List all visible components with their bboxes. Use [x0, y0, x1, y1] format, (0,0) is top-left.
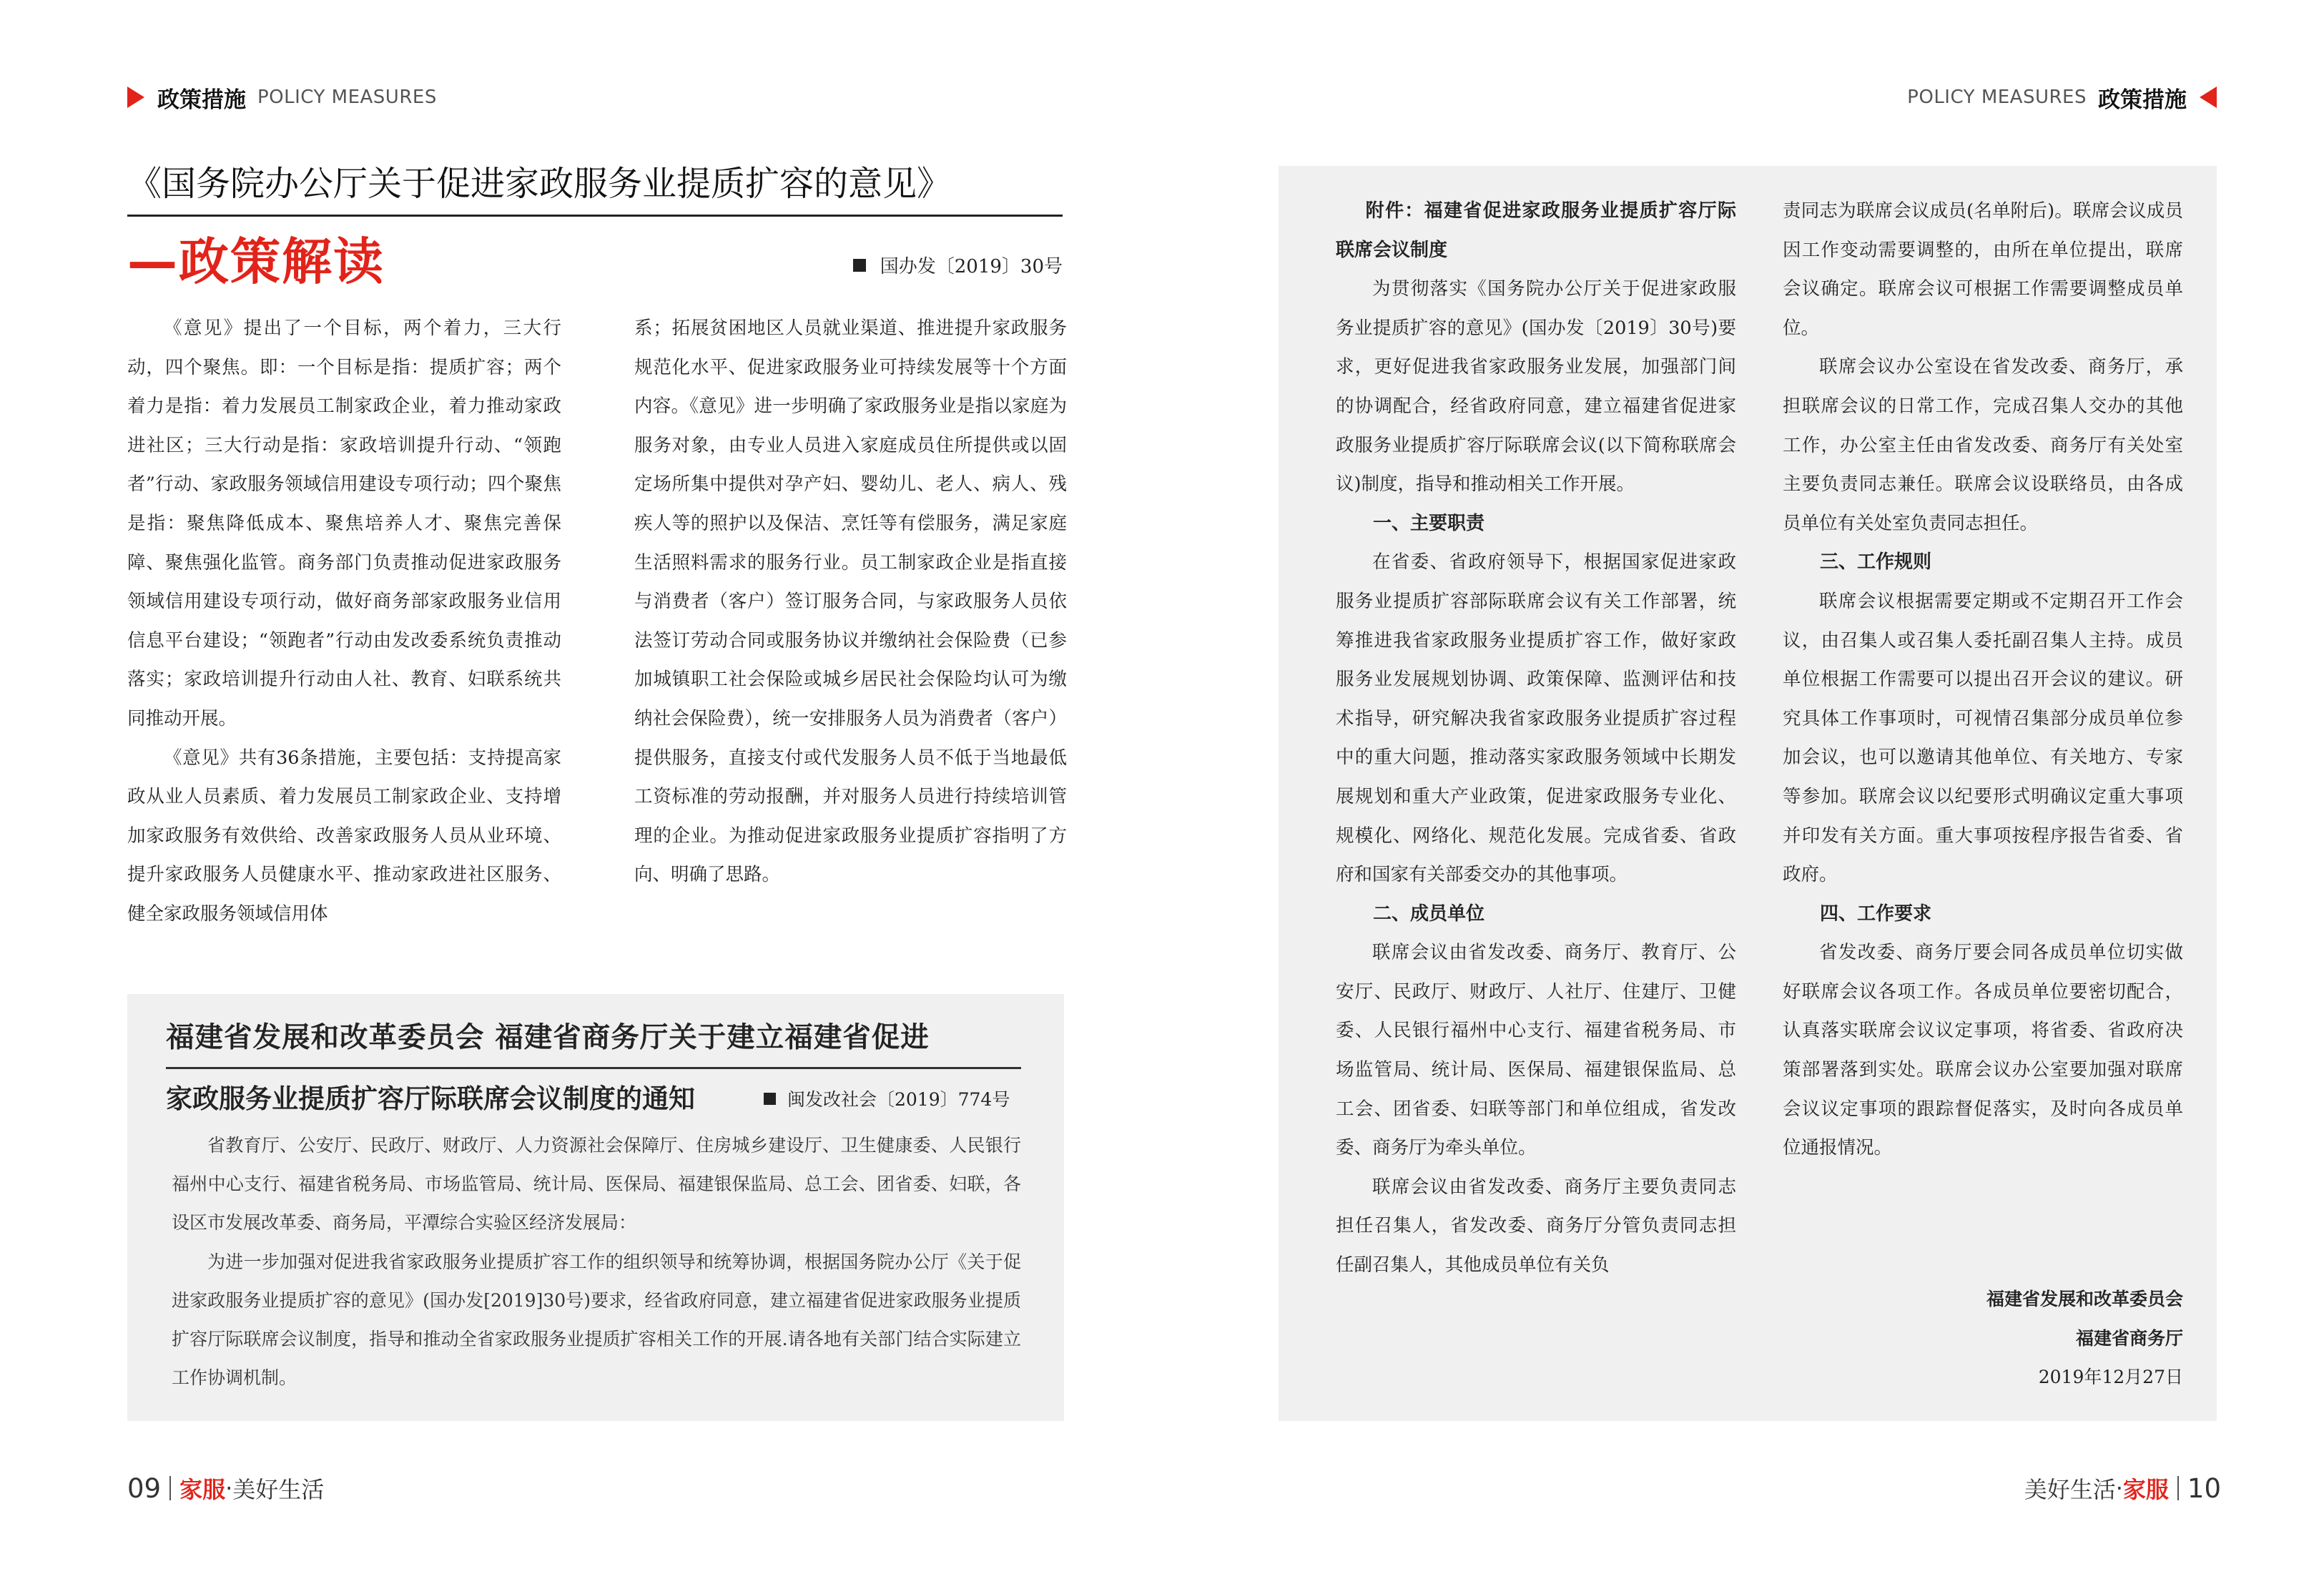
attachment-title: 附件：福建省促进家政服务业提质扩容厅际联席会议制度 [1336, 200, 1736, 261]
paragraph: 联席会议由省发改委、商务厅、教育厅、公安厅、民政厅、财政厅、人社厅、住建厅、卫健委、人民银行福州中心支行、福建省税务局、市场监管局、统计局、医保局、福建银保监局、总工会、团省委、妇联等部门和单位组成，省发改委、商务厅为牵头单位。 [1336, 942, 1736, 1159]
section-heading: 三、工作规则 [1820, 551, 1932, 574]
footer-slogan: 美好生活 [2024, 1476, 2116, 1503]
document-number [853, 252, 1063, 278]
square-bullet-icon [764, 1093, 776, 1105]
paragraph: 为贯彻落实《国务院办公厅关于促进家政服务业提质扩容的意见》(国办发〔2019〕30号)要求，更好促进我省家政服务业发展，加强部门间的协调配合，经省政府同意，建立福建省促进家政服务业提质扩容厅际联席会议(以下简称联席会议)制度，指导和推动相关工作开展。 [1336, 278, 1736, 496]
article-title: 《国务院办公厅关于促进家政服务业提质扩容的意见》 [127, 164, 952, 204]
page-number: 10 [2187, 1472, 2221, 1504]
notice-paragraph-main: 为进一步加强对促进我省家政服务业提质扩容工作的组织领导和统筹协调，根据国务院办公厅《关于促进家政服务业提质扩容的意见》(国办发[2019]30号)要求，经省政府同意，建立福建省促进家政服务业提质扩容厅际联席会议制度，指导和推动全省家政服务业提质扩容相关工作的开展.请各地有关部门结合实际建立工作协调机制。 [172, 1251, 1021, 1389]
notice-paragraph-recipients: 省教育厅、公安厅、民政厅、财政厅、人力资源社会保障厅、住房城乡建设厅、卫生健康委、人民银行福州中心支行、福建省税务局、市场监管局、统计局、医保局、福建银保监局、总工会、团省委、妇联，各设区市发展改革委、商务局，平潭综合实验区经济发展局： [172, 1135, 1021, 1234]
section-heading: 一、主要职责 [1373, 512, 1485, 534]
left-footer [127, 1470, 324, 1506]
paragraph: 联席会议根据需要定期或不定期召开工作会议，由召集人或召集人委托副召集人主持。成员单位根据工作需要可以提出召开会议的建议。研究具体工作事项时，可视情召集部分成员单位参加会议，也可以邀请其他单位、有关地方、专家等参加。联席会议以纪要形式明确议定重大事项并印发有关方面。重大事项按程序报告省委、省政府。 [1783, 590, 2183, 886]
notice-divider [166, 1067, 1021, 1069]
footer-dot: · [225, 1475, 233, 1502]
article-column-1 [127, 309, 561, 934]
section-label-en: POLICY MEASURES [1907, 87, 2087, 108]
paragraph: 联席会议由省发改委、商务厅主要负责同志担任召集人，省发改委、商务厅分管负责同志担任副召集人，其他成员单位有关负 [1336, 1176, 1736, 1276]
right-footer [2024, 1470, 2221, 1506]
article-column-2 [634, 309, 1067, 895]
section-heading: 四、工作要求 [1820, 902, 1932, 925]
notice-body [172, 1126, 1021, 1397]
left-running-header [127, 80, 437, 114]
title-divider [127, 215, 1063, 217]
paragraph: 省发改委、商务厅要会同各成员单位切实做好联席会议各项工作。各成员单位要密切配合，认真落实联席会议议定事项，将省委、省政府决策部署落到实处。联席会议办公室要加强对联席会议议定事项的跟踪督促落实，及时向各成员单位通报情况。 [1783, 942, 2183, 1159]
triangle-left-icon [2200, 87, 2217, 108]
notice-title-line1: 福建省发展和改革委员会 福建省商务厅关于建立福建省促进 [166, 1021, 930, 1054]
square-bullet-icon [853, 259, 866, 272]
notice-document-number-text: 闽发改社会〔2019〕774号 [787, 1089, 1010, 1110]
section-label-zh: 政策措施 [157, 87, 246, 113]
triangle-right-icon [127, 87, 144, 108]
section-label-zh: 政策措施 [2098, 87, 2187, 113]
footer-slogan: 美好生活 [232, 1476, 325, 1503]
signature-org-2: 福建省商务厅 [2075, 1327, 2183, 1349]
attachment-column-2 [1783, 192, 2183, 1168]
article-subtitle: —政策解读 [127, 232, 385, 291]
signature-block [1783, 1280, 2183, 1397]
footer-brand: 家服 [179, 1476, 226, 1503]
signature-org-1: 福建省发展和改革委员会 [1986, 1289, 2183, 1309]
paragraph: 系；拓展贫困地区人员就业渠道、推进提升家政服务规范化水平、促进家政服务业可持续发展等十个方面内容。《意见》进一步明确了家政服务业是指以家庭为服务对象，由专业人员进入家庭成员住所提供或以固定场所集中提供对孕产妇、婴幼儿、老人、病人、残疾人等的照护以及保洁、烹饪等有偿服务，满足家庭生活照料需求的服务行业。员工制家政企业是指直接与消费者（客户）签订服务合同，与家政服务人员依法签订劳动合同或服务协议并缴纳社会保险费（已参加城镇职工社会保险或城乡居民社会保险均认可为缴纳社会保险费），统一安排服务人员为消费者（客户）提供服务，直接支付或代发服务人员不低于当地最低工资标准的劳动报酬，并对服务人员进行持续培训管理的企业。为推动促进家政服务业提质扩容指明了方向、明确了思路。 [634, 318, 1067, 886]
paragraph: 《意见》共有36条措施，主要包括：支持提高家政从业人员素质、着力发展员工制家政企业、支持增加家政服务有效供给、改善家政服务人员从业环境、提升家政服务人员健康水平、推动家政进社区服务、健全家政服务领域信用体 [127, 747, 561, 925]
attachment-column-1 [1336, 192, 1736, 1285]
right-running-header [1907, 80, 2217, 114]
page-number: 09 [127, 1472, 162, 1504]
signature-date: 2019年12月27日 [2038, 1367, 2183, 1388]
paragraph: 《意见》提出了一个目标，两个着力，三大行动，四个聚焦。即：一个目标是指：提质扩容；两个着力是指：着力发展员工制家政企业，着力推动家政进社区；三大行动是指：家政培训提升行动、“领跑者”行动、家政服务领域信用建设专项行动；四个聚焦是指：聚焦降低成本、聚焦培养人才、聚焦完善保障、聚焦强化监管。商务部门负责推动促进家政服务领域信用建设专项行动，做好商务部家政服务业信用信息平台建设；“领跑者”行动由发改委系统负责推动落实；家政培训提升行动由人社、教育、妇联系统共同推动开展。 [127, 318, 561, 729]
section-label-en: POLICY MEASURES [257, 87, 437, 108]
section-heading: 二、成员单位 [1373, 902, 1485, 925]
notice-title-line2: 家政服务业提质扩容厅际联席会议制度的通知 [166, 1083, 695, 1114]
document-number-text: 国办发〔2019〕30号 [880, 256, 1063, 277]
paragraph: 联席会议办公室设在省发改委、商务厅，承担联席会议的日常工作，完成召集人交办的其他工作，办公室主任由省发改委、商务厅有关处室主要负责同志兼任。联席会议设联络员，由各成员单位有关处室负责同志担任。 [1783, 356, 2183, 534]
footer-separator [2177, 1476, 2179, 1500]
footer-brand: 家服 [2122, 1476, 2169, 1503]
footer-dot: · [2115, 1475, 2123, 1502]
footer-separator [169, 1476, 171, 1500]
paragraph: 责同志为联席会议成员(名单附后)。联席会议成员因工作变动需要调整的，由所在单位提出，联席会议确定。联席会议可根据工作需要调整成员单位。 [1783, 200, 2183, 339]
paragraph: 在省委、省政府领导下，根据国家促进家政服务业提质扩容部际联席会议有关工作部署，统筹推进我省家政服务业提质扩容工作，做好家政服务业发展规划协调、政策保障、监测评估和技术指导，研究解决我省家政服务业提质扩容过程中的重大问题，推动落实家政服务领域中长期发展规划和重大产业政策，促进家政服务专业化、规模化、网络化、规范化发展。完成省委、省政府和国家有关部委交办的其他事项。 [1336, 551, 1736, 886]
notice-document-number [764, 1086, 1010, 1111]
